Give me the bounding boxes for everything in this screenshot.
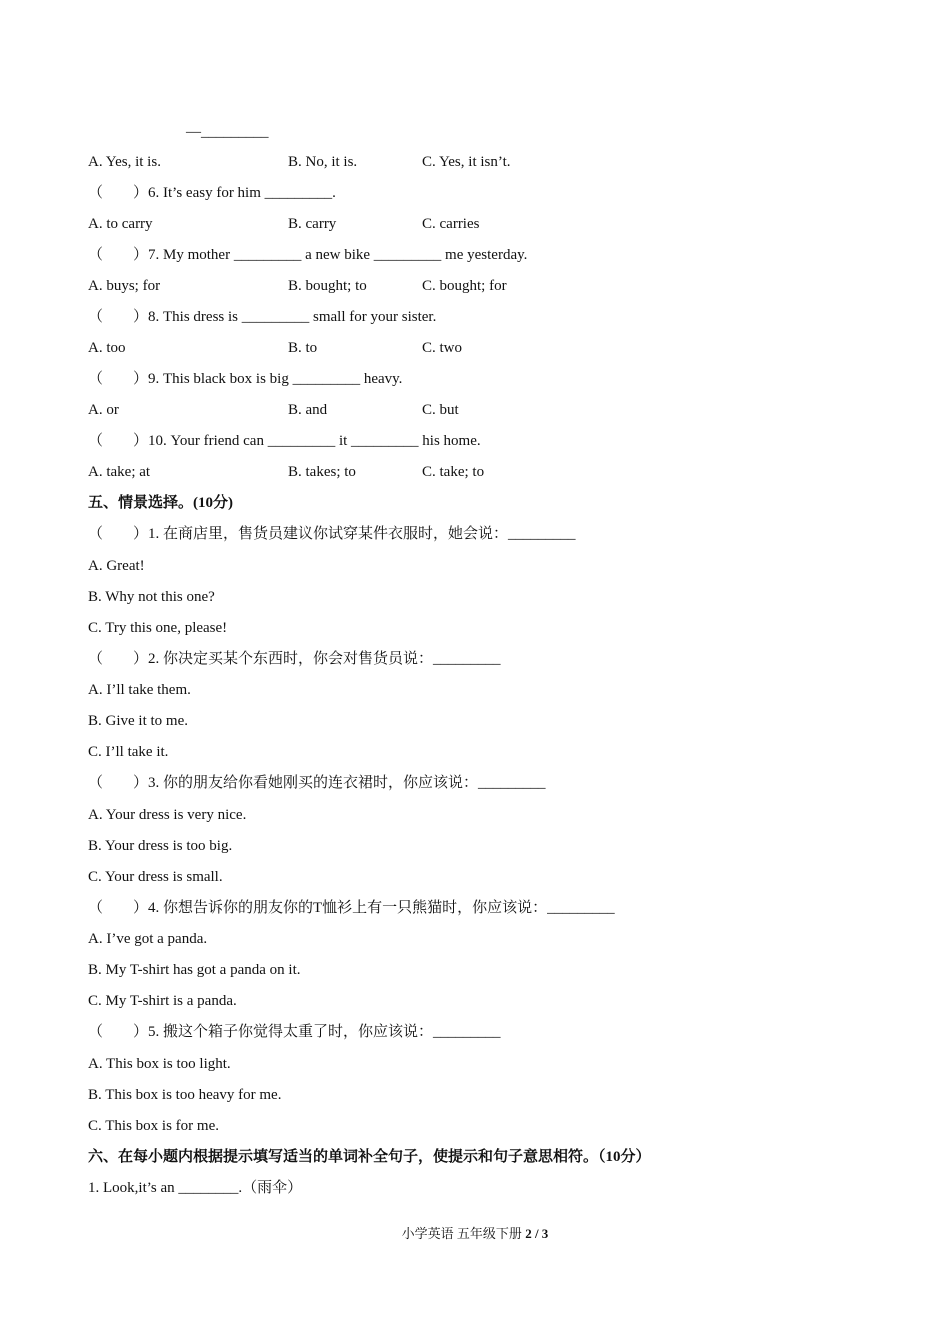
option-b: B. to [288,340,318,356]
footer-text: 小学英语 五年级下册 [401,1226,522,1241]
question-stem: （ ）5. 搬这个箱子你觉得太重了时，你应该说：_________ [88,1024,501,1040]
question-stem: （ ）2. 你决定买某个东西时，你会对售货员说：_________ [88,651,501,667]
option-b: B. Give it to me. [88,713,188,729]
option-a: A. to carry [88,216,153,232]
question-stem: （ ）1. 在商店里，售货员建议你试穿某件衣服时，她会说：_________ [88,526,576,542]
option-c: C. Yes, it isn’t. [422,154,511,170]
question-stem: （ ）4. 你想告诉你的朋友你的T恤衫上有一只熊猫时，你应该说：_________ [88,900,615,916]
q5-options-row [88,151,688,173]
option-a: A. Your dress is very nice. [88,807,247,823]
options-row [88,337,688,359]
question-stem: （ ）8. This dress is _________ small for your sister. [88,309,437,325]
option-b: B. Your dress is too big. [88,838,233,854]
option-a: A. This box is too light. [88,1056,231,1072]
options-row [88,275,688,297]
option-a: A. take; at [88,464,151,480]
option-b: B. bought; to [288,278,367,294]
option-b: B. No, it is. [288,154,358,170]
option-b: B. and [288,402,328,418]
question-stem: 1. Look,it’s an ________.（雨伞） [88,1180,303,1196]
option-a: A. I’ll take them. [88,682,191,698]
options-row [88,213,688,235]
option-c: C. Try this one, please! [88,620,228,636]
option-c: C. Your dress is small. [88,869,223,885]
option-c: C. take; to [422,464,485,480]
option-a: A. buys; for [88,278,161,294]
question-stem: （ ）10. Your friend can _________ it _________ his home. [88,433,481,449]
question-stem: （ ）9. This black box is big _________ heavy. [88,371,403,387]
option-c: C. carries [422,216,480,232]
section-title: 六、在每小题内根据提示填写适当的单词补全句子，使提示和句子意思相符。（10分） [88,1149,651,1165]
question-stem: （ ）3. 你的朋友给你看她刚买的连衣裙时，你应该说：_________ [88,775,546,791]
option-a: A. too [88,340,126,356]
option-c: C. I’ll take it. [88,744,169,760]
answer-blank-line: —_________ [186,124,269,140]
option-b: B. carry [288,216,337,232]
option-c: C. but [422,402,459,418]
option-a: A. Great! [88,558,145,574]
page-footer [0,1224,950,1244]
option-a: A. I’ve got a panda. [88,931,208,947]
page-number: 2 / 3 [525,1226,549,1241]
option-c: C. My T-shirt is a panda. [88,993,237,1009]
option-c: C. two [422,340,463,356]
option-b: B. My T-shirt has got a panda on it. [88,962,301,978]
option-b: B. This box is too heavy for me. [88,1087,282,1103]
options-row [88,399,688,421]
option-a: A. or [88,402,119,418]
option-a: A. Yes, it is. [88,154,161,170]
question-stem: （ ）7. My mother _________ a new bike _________ me yesterday. [88,247,528,263]
option-b: B. Why not this one? [88,589,215,605]
option-b: B. takes; to [288,464,356,480]
options-row [88,461,688,483]
question-stem: （ ）6. It’s easy for him _________. [88,185,336,201]
section-title: 五、情景选择。(10分) [88,495,233,511]
option-c: C. This box is for me. [88,1118,219,1134]
option-c: C. bought; for [422,278,507,294]
